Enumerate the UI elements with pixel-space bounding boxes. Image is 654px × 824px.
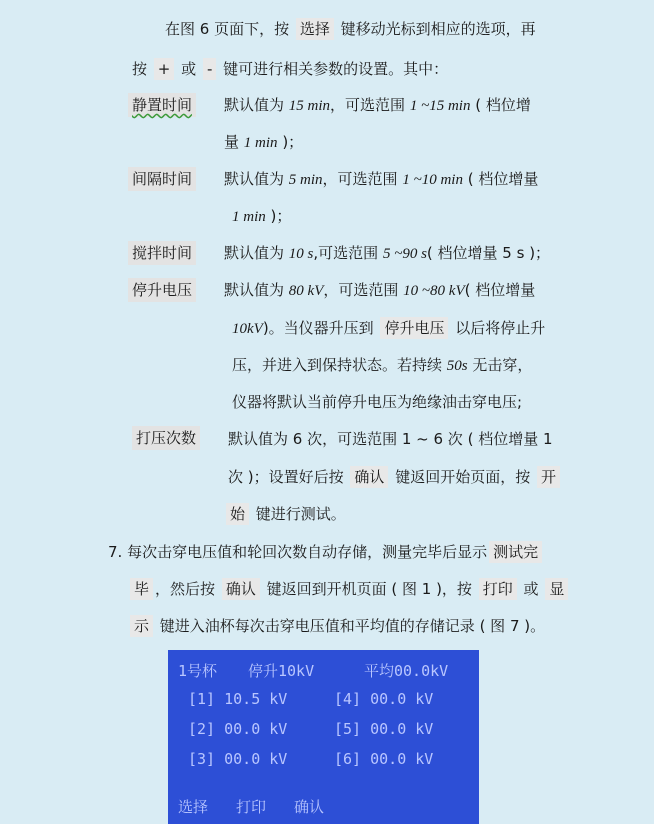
- desc-text: ( 档位增量: [464, 281, 536, 299]
- value-text: 10kV: [232, 321, 263, 337]
- desc-text: ( 档位增量: [467, 170, 539, 188]
- desc-text: 默认值为: [224, 244, 285, 262]
- term-label: 停升电压: [132, 281, 193, 299]
- jiaoban-line-1: [224, 243, 550, 264]
- term-jiaoban: [128, 241, 196, 265]
- desc-text: 默认值为: [224, 96, 285, 114]
- test-done-label: 测试完: [489, 541, 542, 563]
- desc-text: ( 档位增: [475, 96, 531, 114]
- desc-text: ，然后按: [155, 580, 216, 598]
- lcd-average: 平均00.0kV: [364, 662, 449, 680]
- desc-text: 每次击穿电压值和轮回次数自动存储，测量完毕后显示: [127, 543, 488, 561]
- tingsheng-line-2: [232, 317, 545, 339]
- value-text: 50s: [446, 358, 468, 374]
- jingzhi-line-2: [224, 132, 303, 153]
- intro-text: 键移动光标到相应的选项，再: [340, 20, 536, 38]
- desc-text: 默认值为: [224, 281, 285, 299]
- intro-line-2: [132, 58, 448, 80]
- lcd-stop-voltage: 停升10kV: [248, 662, 315, 680]
- daya-line-1: [228, 429, 553, 449]
- lcd-reading-5: [5] 00.0 kV: [334, 720, 434, 738]
- desc-text: 键返回到开机页面 ( 图 1 )，按: [266, 580, 472, 598]
- lcd-reading-6: [6] 00.0 kV: [334, 750, 434, 768]
- value-text: 80 kV: [288, 283, 324, 299]
- desc-text: 次 )；设置好后按: [228, 468, 344, 486]
- desc-text: )；: [270, 207, 292, 225]
- desc-text: 默认值为: [224, 170, 285, 188]
- item7-line-2: [128, 578, 570, 600]
- value-text: 1 ~15 min: [409, 98, 471, 114]
- value-text: 10 s: [288, 246, 314, 262]
- desc-text: 键进行测试。: [255, 505, 346, 523]
- intro-line-1: [165, 18, 536, 40]
- minus-key-label: -: [203, 58, 216, 80]
- jiange-line-1: [224, 169, 538, 190]
- desc-text: ，可选范围: [323, 281, 399, 299]
- lcd-reading-4: [4] 00.0 kV: [334, 690, 434, 708]
- term-label: 静置时间: [132, 96, 193, 114]
- term-tingsheng: [128, 278, 196, 302]
- tingsheng-line-4: [232, 392, 522, 412]
- lcd-print-button[interactable]: 打印: [236, 798, 267, 816]
- desc-text: )。当仪器升压到: [262, 319, 374, 337]
- desc-text: 以后将停止升: [455, 319, 546, 337]
- plus-key-label: +: [154, 58, 175, 80]
- value-text: 1 ~10 min: [402, 172, 463, 188]
- intro-text: 按: [132, 60, 148, 78]
- test-done-label: 毕: [130, 578, 153, 600]
- desc-text: 压，并进入到保持状态。若持续: [232, 356, 443, 374]
- item-number: 7.: [108, 543, 123, 561]
- tingsheng-line-1: [224, 280, 535, 301]
- value-text: 10 ~80 kV: [403, 283, 465, 299]
- desc-text: 无击穿，: [472, 356, 533, 374]
- value-text: 1 min: [243, 135, 278, 151]
- confirm-key-label: 确认: [350, 466, 388, 488]
- lcd-reading-3: [3] 00.0 kV: [188, 750, 288, 768]
- desc-text: 键进入油杯每次击穿电压值和平均值的存储记录 ( 图 7 )。: [159, 617, 546, 635]
- intro-text: 或: [181, 60, 197, 78]
- jiange-line-2: [232, 206, 291, 227]
- tingsheng-line-3: [232, 355, 532, 376]
- stop-voltage-key-label: 停升电压: [380, 317, 448, 339]
- lcd-reading-2: [2] 00.0 kV: [188, 720, 288, 738]
- intro-text: 在图 6 页面下，按: [165, 20, 290, 38]
- desc-text: 量: [224, 133, 240, 151]
- value-text: 5 min: [288, 172, 323, 188]
- lcd-confirm-button[interactable]: 确认: [294, 798, 325, 816]
- desc-text: 默认值为 6 次，可选范围 1 ~ 6 次 ( 档位增量 1: [228, 430, 553, 448]
- term-daya: [132, 426, 200, 450]
- lcd-select-button[interactable]: 选择: [178, 798, 209, 816]
- lcd-cup-label: 1号杯: [178, 662, 218, 680]
- daya-line-3: [224, 503, 346, 525]
- lcd-screen: [168, 650, 479, 824]
- term-label: 搅拌时间: [132, 244, 193, 262]
- desc-text: 键返回开始页面，按: [395, 468, 531, 486]
- desc-text: ( 档位增量 5 s )；: [426, 244, 551, 262]
- term-jingzhi: [128, 93, 196, 117]
- jingzhi-line-1: [224, 95, 531, 116]
- display-key-label: 显: [545, 578, 568, 600]
- start-key-label: 始: [226, 503, 249, 525]
- confirm-key-label: 确认: [222, 578, 260, 600]
- desc-text: 仪器将默认当前停升电压为绝缘油击穿电压;: [232, 393, 523, 411]
- value-text: 15 min: [288, 98, 331, 114]
- desc-text: ，可选范围: [322, 170, 398, 188]
- value-text: 1 min: [232, 209, 266, 225]
- desc-text: 或: [523, 580, 539, 598]
- daya-line-2: [228, 466, 562, 488]
- term-label: 打压次数: [136, 429, 197, 447]
- desc-text: ,可选范围: [313, 244, 379, 262]
- term-jiange: [128, 167, 196, 191]
- select-key-label: 选择: [296, 18, 334, 40]
- start-key-label: 开: [537, 466, 560, 488]
- desc-text: )；: [282, 133, 304, 151]
- print-key-label: 打印: [479, 578, 517, 600]
- intro-text: 键可进行相关参数的设置。其中：: [223, 60, 449, 78]
- display-key-label: 示: [130, 615, 153, 637]
- term-label: 间隔时间: [132, 170, 193, 188]
- item7-line-3: [128, 615, 545, 637]
- desc-text: ，可选范围: [330, 96, 406, 114]
- value-text: 5 ~90 s: [382, 246, 427, 262]
- lcd-reading-1: [1] 10.5 kV: [188, 690, 288, 708]
- item7-line-1: [108, 541, 544, 563]
